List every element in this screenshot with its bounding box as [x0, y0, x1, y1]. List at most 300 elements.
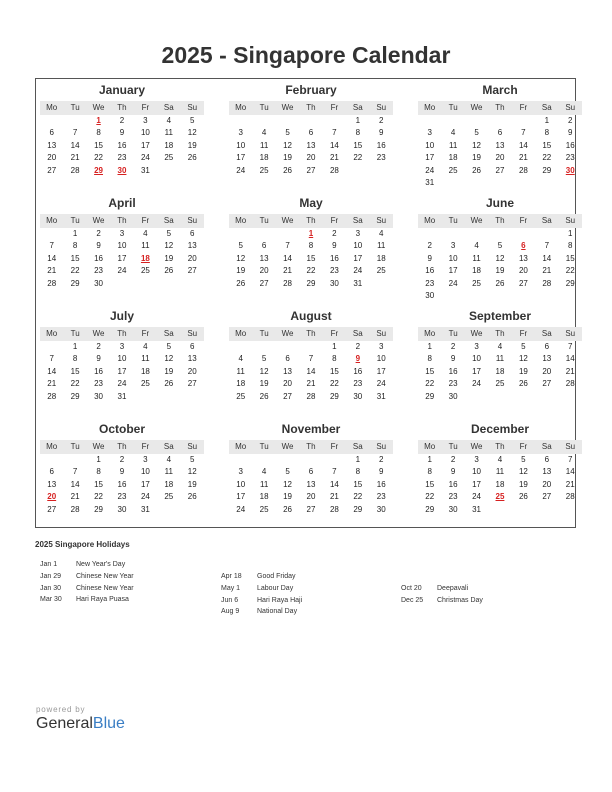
holiday-day-cell: 1: [96, 116, 101, 125]
day-cell: 17: [448, 266, 458, 276]
day-cell: 26: [187, 492, 197, 502]
week-row: [40, 366, 204, 378]
empty-day-cell: [40, 341, 63, 353]
day-cell: 5: [238, 241, 243, 251]
weekday-label: Tu: [448, 329, 458, 338]
day-cell: 29: [425, 504, 435, 514]
empty-day-cell: [512, 177, 535, 189]
empty-day-cell: [40, 115, 63, 127]
holiday-list-column-3: [401, 583, 483, 607]
holiday-name: Deepavali: [437, 585, 469, 592]
week-row: [40, 253, 204, 265]
day-cell: 23: [353, 379, 363, 389]
day-cell: 11: [141, 241, 150, 251]
empty-day-cell: [229, 115, 252, 127]
day-cell: 24: [472, 492, 481, 502]
day-cell: 21: [47, 379, 57, 389]
day-cell: 18: [164, 479, 174, 489]
brand-logo: [36, 715, 125, 733]
day-cell: 3: [474, 342, 479, 351]
day-cell: 14: [518, 140, 528, 150]
day-cell: 27: [47, 165, 57, 175]
day-cell: 24: [425, 165, 435, 175]
empty-day-cell: [465, 290, 488, 302]
day-cell: 15: [425, 366, 435, 376]
day-cell: 13: [187, 241, 197, 251]
week-row: [418, 253, 582, 265]
calendar-grid: [35, 78, 576, 528]
day-cell: 17: [117, 366, 127, 376]
day-cell: 25: [164, 492, 174, 502]
day-cell: 2: [427, 241, 432, 251]
day-cell: 26: [164, 266, 174, 276]
day-cell: 11: [236, 366, 245, 376]
week-row: [40, 265, 204, 277]
week-row: [40, 115, 204, 127]
holiday-entry: [40, 594, 134, 606]
day-cell: 22: [353, 153, 363, 163]
day-cell: 2: [96, 342, 101, 351]
day-cell: 28: [283, 278, 292, 288]
day-cell: 1: [544, 116, 550, 125]
week-row: [418, 466, 582, 478]
day-cell: 30: [353, 391, 363, 401]
weekday-label: Fr: [330, 216, 339, 225]
day-cell: 19: [472, 153, 481, 163]
day-cell: 28: [565, 492, 575, 502]
holiday-entry: [401, 583, 483, 595]
day-cell: 18: [472, 266, 481, 276]
empty-day-cell: [441, 177, 464, 189]
day-cell: 3: [427, 128, 432, 138]
weekday-label: We: [92, 216, 105, 225]
holiday-day-cell: 30: [565, 165, 575, 175]
day-cell: 7: [72, 128, 78, 138]
day-cell: 25: [495, 379, 505, 389]
empty-day-cell: [157, 391, 180, 403]
weekday-label: Sa: [163, 442, 174, 451]
week-row: [40, 466, 204, 478]
day-cell: 28: [70, 165, 80, 175]
day-cell: 22: [94, 153, 103, 163]
empty-day-cell: [229, 228, 252, 240]
day-cell: 16: [94, 253, 103, 263]
day-cell: 23: [94, 379, 103, 389]
day-cell: 19: [283, 153, 292, 163]
empty-day-cell: [512, 290, 535, 302]
empty-day-cell: [229, 341, 252, 353]
day-cell: 29: [353, 504, 363, 514]
holiday-entry: [401, 595, 483, 607]
weekday-label: Fr: [141, 442, 150, 451]
empty-day-cell: [559, 391, 582, 403]
day-cell: 7: [544, 241, 550, 251]
day-cell: 27: [495, 165, 505, 175]
day-cell: 13: [495, 140, 505, 150]
weekday-label: Mo: [424, 216, 436, 225]
weekday-label: Mo: [46, 329, 58, 338]
weekday-label: We: [281, 442, 294, 451]
week-row: [418, 353, 582, 365]
holiday-day-cell: 1: [308, 229, 314, 238]
day-cell: 5: [166, 342, 172, 351]
week-row: [418, 479, 582, 491]
weekday-header: [229, 101, 393, 115]
week-row: [418, 265, 582, 277]
day-cell: 20: [283, 379, 292, 389]
day-cell: 24: [472, 379, 481, 389]
day-cell: 15: [353, 479, 363, 489]
day-cell: 8: [96, 467, 101, 477]
holiday-name: New Year's Day: [76, 561, 126, 568]
weekday-header: [418, 327, 582, 341]
day-cell: 25: [164, 153, 174, 163]
week-row: [229, 228, 393, 240]
day-cell: 6: [190, 342, 195, 351]
weekday-label: Mo: [424, 329, 436, 338]
day-cell: 25: [236, 391, 246, 401]
day-cell: 27: [542, 379, 552, 389]
weekday-label: Tu: [70, 103, 80, 112]
day-cell: 31: [140, 165, 150, 175]
weekday-label: Fr: [519, 216, 528, 225]
day-cell: 21: [565, 479, 575, 489]
month-name: December: [470, 422, 530, 436]
day-cell: 24: [236, 504, 246, 514]
week-row: [229, 127, 393, 139]
holiday-date: Aug 9: [221, 608, 240, 616]
day-cell: 9: [332, 241, 337, 251]
day-cell: 24: [353, 266, 363, 276]
day-cell: 31: [353, 278, 363, 288]
weekday-label: Sa: [541, 103, 552, 112]
day-cell: 15: [94, 140, 103, 150]
empty-day-cell: [276, 454, 299, 466]
day-cell: 21: [283, 266, 292, 276]
day-cell: 13: [306, 140, 316, 150]
day-cell: 15: [542, 140, 552, 150]
weekday-label: Mo: [46, 442, 58, 451]
day-cell: 26: [472, 165, 481, 175]
footer-brand[interactable]: [36, 705, 125, 733]
weekday-label: We: [281, 329, 294, 338]
week-row: [40, 165, 204, 177]
day-cell: 28: [306, 391, 316, 401]
day-cell: 22: [353, 492, 363, 502]
day-cell: 26: [187, 153, 197, 163]
day-cell: 4: [497, 342, 503, 351]
day-cell: 5: [474, 128, 479, 138]
day-cell: 4: [497, 455, 503, 464]
month-june: [418, 194, 582, 302]
holiday-date: Dec 25: [401, 596, 424, 604]
holiday-date: Jun 6: [221, 596, 239, 604]
week-row: [40, 278, 204, 290]
day-cell: 13: [47, 140, 57, 150]
day-cell: 14: [47, 366, 57, 376]
weekday-label: Fr: [519, 442, 528, 451]
month-march: [418, 81, 582, 189]
day-cell: 10: [117, 354, 127, 364]
day-cell: 11: [495, 467, 505, 477]
day-cell: 17: [472, 366, 481, 376]
empty-day-cell: [134, 391, 157, 403]
day-cell: 10: [140, 128, 150, 138]
day-cell: 4: [166, 455, 172, 464]
day-cell: 23: [565, 153, 575, 163]
weekday-label: Tu: [259, 216, 269, 225]
day-cell: 27: [283, 391, 292, 401]
month-july: [40, 307, 204, 403]
month-name: June: [485, 196, 514, 210]
day-cell: 3: [143, 116, 148, 125]
day-cell: 22: [542, 153, 552, 163]
week-row: [229, 152, 393, 164]
weekday-label: Th: [495, 442, 505, 451]
day-cell: 15: [565, 253, 575, 263]
day-cell: 17: [140, 479, 150, 489]
day-cell: 19: [518, 366, 528, 376]
day-cell: 30: [329, 278, 339, 288]
weekday-label: Tu: [448, 216, 458, 225]
weekday-label: Th: [495, 329, 505, 338]
week-row: [229, 240, 393, 252]
day-cell: 9: [450, 354, 456, 364]
weekday-header: [229, 440, 393, 454]
day-cell: 10: [472, 354, 481, 364]
day-cell: 19: [259, 379, 269, 389]
day-cell: 6: [308, 467, 314, 477]
holiday-name: Christmas Day: [437, 596, 483, 604]
day-cell: 28: [70, 504, 80, 514]
day-cell: 27: [306, 165, 316, 175]
weekday-label: Mo: [235, 442, 247, 451]
weekday-label: Th: [117, 103, 127, 112]
powered-by-text: powered by: [36, 705, 86, 714]
day-cell: 27: [306, 504, 316, 514]
weekday-label: We: [281, 216, 294, 225]
weekday-label: Th: [117, 329, 127, 338]
day-cell: 7: [285, 241, 290, 251]
weekday-label: We: [470, 329, 483, 338]
month-name: August: [290, 309, 332, 323]
weekday-label: Fr: [519, 329, 528, 338]
day-cell: 24: [236, 165, 246, 175]
weekday-label: Th: [495, 216, 505, 225]
day-cell: 29: [306, 278, 316, 288]
empty-day-cell: [63, 115, 86, 127]
day-cell: 22: [306, 266, 316, 276]
day-cell: 22: [70, 379, 80, 389]
empty-day-cell: [559, 177, 582, 189]
day-cell: 14: [329, 479, 339, 489]
empty-day-cell: [276, 115, 299, 127]
day-cell: 10: [425, 140, 435, 150]
day-cell: 11: [259, 479, 269, 489]
weekday-label: Sa: [352, 329, 363, 338]
day-cell: 24: [448, 278, 458, 288]
empty-day-cell: [40, 454, 63, 466]
day-cell: 8: [568, 241, 573, 251]
weekday-label: Th: [117, 216, 127, 225]
day-cell: 24: [117, 266, 127, 276]
day-cell: 13: [47, 479, 57, 489]
day-cell: 23: [117, 153, 127, 163]
day-cell: 28: [518, 165, 528, 175]
day-cell: 2: [379, 455, 384, 464]
day-cell: 20: [542, 366, 552, 376]
week-row: [229, 265, 393, 277]
holiday-date: Jan 29: [40, 572, 62, 580]
weekday-label: Tu: [448, 103, 458, 112]
day-cell: 25: [259, 165, 269, 175]
holidays-title: 2025 Singapore Holidays: [35, 540, 130, 549]
empty-day-cell: [323, 454, 346, 466]
week-row: [40, 140, 204, 152]
day-cell: 6: [190, 229, 195, 238]
day-cell: 21: [70, 492, 80, 502]
weekday-label: Su: [187, 103, 198, 112]
weekday-label: Tu: [448, 442, 458, 451]
day-cell: 5: [285, 467, 290, 477]
week-row: [229, 391, 393, 403]
day-cell: 17: [376, 366, 386, 376]
day-cell: 17: [140, 140, 150, 150]
week-row: [40, 504, 204, 516]
holiday-date: May 1: [221, 584, 241, 592]
day-cell: 21: [329, 153, 339, 163]
day-cell: 15: [425, 479, 435, 489]
empty-day-cell: [346, 165, 369, 177]
weekday-label: Su: [376, 216, 387, 225]
day-cell: 26: [283, 504, 292, 514]
day-cell: 25: [448, 165, 458, 175]
day-cell: 20: [518, 266, 528, 276]
day-cell: 11: [141, 354, 150, 364]
weekday-header: [40, 440, 204, 454]
weekday-label: Fr: [330, 103, 339, 112]
week-row: [229, 366, 393, 378]
day-cell: 28: [329, 165, 339, 175]
day-cell: 17: [117, 253, 127, 263]
day-cell: 16: [117, 140, 127, 150]
day-cell: 10: [472, 467, 481, 477]
day-cell: 8: [332, 354, 337, 364]
day-cell: 11: [377, 241, 386, 251]
empty-day-cell: [370, 278, 393, 290]
weekday-label: Fr: [330, 442, 339, 451]
week-row: [40, 341, 204, 353]
week-row: [418, 341, 582, 353]
month-name: July: [109, 309, 134, 323]
day-cell: 11: [495, 354, 505, 364]
day-cell: 17: [236, 492, 246, 502]
week-row: [418, 152, 582, 164]
day-cell: 5: [261, 354, 267, 364]
empty-day-cell: [465, 228, 488, 240]
empty-day-cell: [559, 290, 582, 302]
day-cell: 15: [94, 479, 103, 489]
day-cell: 27: [542, 492, 552, 502]
weekday-label: Fr: [141, 103, 150, 112]
day-cell: 27: [47, 504, 57, 514]
day-cell: 14: [47, 253, 57, 263]
day-cell: 23: [448, 492, 458, 502]
week-row: [418, 454, 582, 466]
empty-day-cell: [418, 228, 441, 240]
empty-day-cell: [157, 504, 180, 516]
day-cell: 12: [259, 366, 269, 376]
day-cell: 12: [518, 467, 528, 477]
empty-day-cell: [488, 391, 511, 403]
day-cell: 1: [568, 229, 573, 238]
weekday-header: [418, 101, 582, 115]
weekday-label: Su: [187, 216, 198, 225]
day-cell: 29: [565, 278, 575, 288]
month-august: [229, 307, 393, 403]
week-row: [40, 454, 204, 466]
day-cell: 26: [495, 278, 505, 288]
day-cell: 4: [261, 128, 267, 138]
holiday-date: Apr 18: [221, 573, 242, 580]
weekday-label: We: [92, 329, 105, 338]
day-cell: 8: [72, 354, 78, 364]
month-name: September: [468, 309, 532, 323]
empty-day-cell: [559, 504, 582, 516]
day-cell: 18: [164, 140, 174, 150]
day-cell: 6: [49, 467, 54, 477]
empty-day-cell: [40, 228, 63, 240]
day-cell: 31: [117, 391, 127, 401]
empty-day-cell: [535, 504, 558, 516]
holiday-day-cell: 9: [355, 354, 361, 364]
week-row: [418, 127, 582, 139]
week-row: [229, 466, 393, 478]
week-row: [229, 378, 393, 390]
empty-day-cell: [535, 228, 558, 240]
day-cell: 28: [329, 504, 339, 514]
empty-day-cell: [157, 165, 180, 177]
day-cell: 23: [329, 266, 339, 276]
empty-day-cell: [110, 278, 133, 290]
weekday-label: Sa: [352, 442, 363, 451]
day-cell: 29: [70, 391, 80, 401]
week-row: [229, 454, 393, 466]
day-cell: 20: [306, 153, 316, 163]
day-cell: 1: [355, 455, 361, 464]
empty-day-cell: [512, 228, 535, 240]
day-cell: 21: [306, 379, 316, 389]
day-cell: 7: [49, 241, 54, 251]
holiday-day-cell: 30: [117, 165, 127, 175]
day-cell: 26: [259, 391, 269, 401]
weekday-label: Sa: [352, 103, 363, 112]
day-cell: 7: [49, 354, 54, 364]
day-cell: 26: [283, 165, 292, 175]
day-cell: 30: [117, 504, 127, 514]
day-cell: 13: [542, 354, 552, 364]
empty-day-cell: [299, 115, 322, 127]
day-cell: 11: [472, 253, 481, 263]
weekday-label: Th: [306, 216, 316, 225]
week-row: [418, 140, 582, 152]
empty-day-cell: [465, 391, 488, 403]
day-cell: 19: [164, 253, 174, 263]
weekday-label: Sa: [541, 216, 552, 225]
empty-day-cell: [181, 504, 204, 516]
holiday-date: Mar 30: [40, 596, 62, 604]
weekday-label: Fr: [519, 103, 528, 112]
